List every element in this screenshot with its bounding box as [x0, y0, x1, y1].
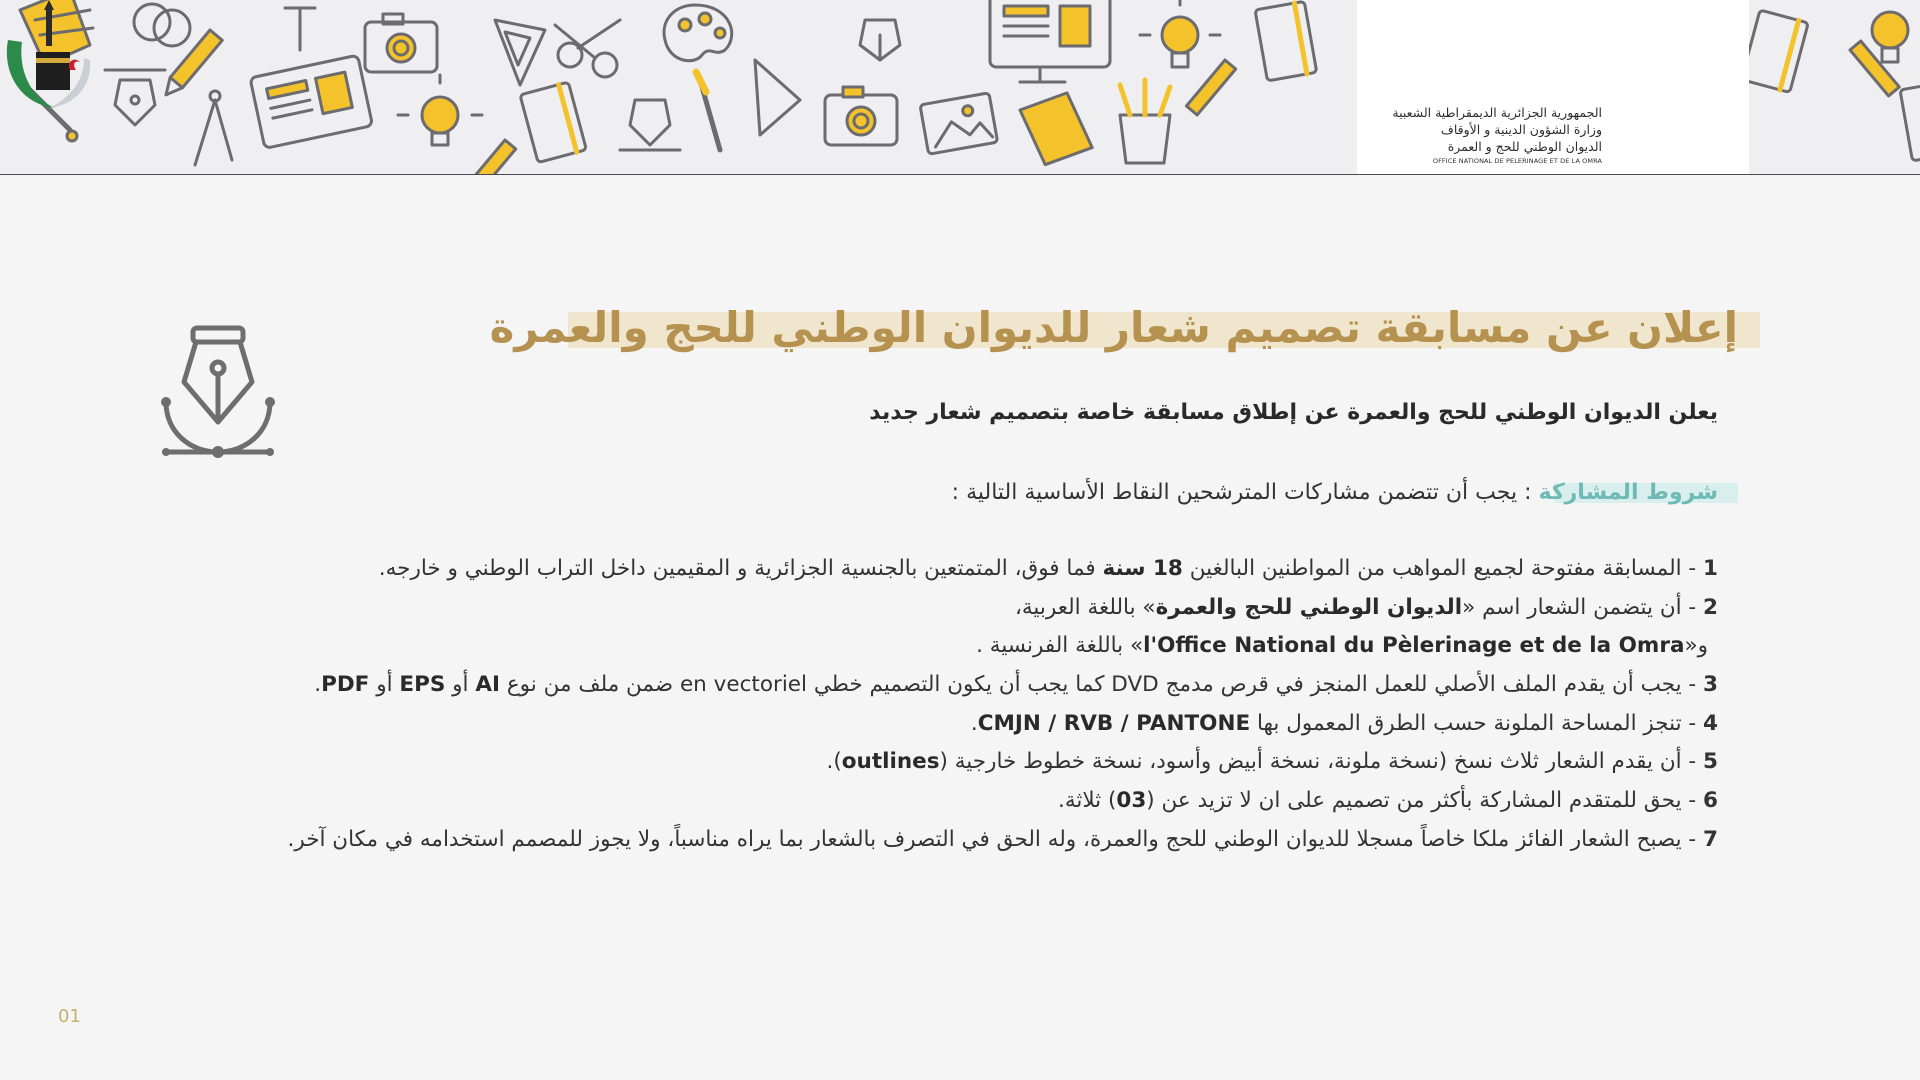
item-bold: الديوان الوطني للحج والعمرة [1155, 594, 1463, 620]
triangle-ruler-icon [495, 20, 545, 85]
list-item [158, 782, 1718, 821]
pen-tool-icon [105, 70, 165, 125]
kaaba-minaret-emblem-icon [0, 0, 100, 112]
item-text: . [314, 672, 322, 698]
pen-tool-icon [160, 322, 280, 462]
pencil-cup-icon [1120, 80, 1170, 163]
notebook-icon [1255, 1, 1317, 81]
item-bold: 03 [1116, 788, 1147, 814]
item-text: - المسابقة مفتوحة لجميع المواهب من المواطنين البالغين [1182, 556, 1704, 581]
org-line-ministry: وزارة الشؤون الدينية و الأوقاف [1440, 122, 1602, 137]
list-item [158, 589, 1718, 628]
color-swatch-icon [1020, 91, 1092, 166]
venn-circles-icon [134, 4, 190, 46]
org-line-office: الديوان الوطني للحج و العمرة [1447, 139, 1602, 154]
item-text: » باللغة العربية، [1014, 594, 1156, 620]
notebook-icon [520, 82, 586, 163]
scissors-icon [555, 20, 620, 77]
pencil-icon [1186, 60, 1235, 115]
item-number: 7 [1703, 826, 1718, 852]
item-text: - يحق للمتقدم المشاركة بأكثر من تصميم على ان لا تزيد عن ( [1146, 788, 1704, 814]
org-line-french: OFFICE NATIONAL DE PELERINAGE ET DE LA OMRA [1432, 157, 1602, 165]
header-banner [0, 0, 1920, 175]
item-bold: PDF [321, 672, 370, 698]
item-number: 2 [1703, 594, 1718, 620]
notebook-icon [1900, 83, 1920, 161]
list-item [158, 821, 1718, 860]
item-text: أو [369, 672, 400, 698]
item-text: - أن يتضمن الشعار اسم « [1462, 594, 1704, 620]
pen-nib-icon [860, 20, 900, 60]
item-number: 3 [1703, 672, 1718, 698]
lightbulb-icon [1872, 12, 1908, 62]
item-text: » باللغة الفرنسية . [976, 633, 1144, 659]
item-bold: EPS [399, 672, 446, 698]
item-text: - يجب أن يقدم الملف الأصلي للعمل المنجز في قرص مدمج DVD كما يجب أن يكون التصميم خطي en vectoriel ضمن ملف من نوع [500, 672, 1704, 698]
monitor-icon [990, 0, 1110, 82]
list-item [158, 550, 1718, 589]
item-bold: AI [475, 672, 501, 698]
conditions-text: : يجب أن تتضمن مشاركات المترشحين النقاط الأساسية التالية : [951, 480, 1539, 505]
conditions-list [158, 550, 1718, 860]
item-text: فما فوق، المتمتعين بالجنسية الجزائرية و المقيمين داخل التراب الوطني و خارجه. [378, 556, 1103, 581]
camera-icon [365, 14, 437, 72]
item-text: . [970, 710, 978, 736]
lightbulb-icon [1140, 0, 1220, 67]
item-text: أو [445, 672, 476, 698]
notebook-icon [1741, 10, 1808, 92]
list-item [158, 743, 1718, 782]
page-title: إعلان عن مسابقة تصميم شعار للديوان الوطني للحج والعمرة [489, 303, 1738, 352]
page-number: 01 [58, 1006, 81, 1027]
item-text: - يصبح الشعار الفائز ملكا خاصاً مسجلا للديوان الوطني للحج والعمرة، وله الحق في التصرف بالشعار بما يراه مناسباً، ولا يجوز للمصمم استخدامه في مكان آخر. [287, 826, 1704, 852]
item-text: ). [826, 749, 842, 775]
conditions-heading [952, 478, 1738, 508]
list-item [158, 666, 1718, 705]
pen-nib-icon [620, 100, 680, 150]
brush-icon [696, 72, 720, 150]
title-block [489, 302, 1738, 352]
pencil-icon [473, 140, 516, 174]
item-bold: outlines [841, 749, 940, 775]
lightbulb-icon [398, 75, 482, 145]
organization-name [1362, 104, 1602, 167]
item-bold: l'Office National du Pèlerinage et de la Omra [1143, 633, 1685, 659]
conditions-label: شروط المشاركة [1538, 480, 1718, 505]
item-bold: CMJN / RVB / PANTONE [977, 710, 1251, 736]
item-text: - تنجز المساحة الملونة حسب الطرق المعمول بها [1250, 710, 1704, 736]
compass-icon [195, 91, 232, 165]
monitor-icon [250, 55, 373, 148]
item-text: ) ثلاثة. [1057, 788, 1117, 814]
announcement-subtitle: يعلن الديوان الوطني للحج والعمرة عن إطلاق مسابقة خاصة بتصميم شعار جديد [869, 400, 1718, 425]
item-number: 5 [1703, 749, 1718, 775]
item-text: و« [1684, 633, 1708, 659]
item-text: - أن يقدم الشعار ثلاث نسخ (نسخة ملونة، نسخة أبيض وأسود، نسخة خطوط خارجية ( [939, 749, 1704, 775]
picture-icon [920, 93, 998, 154]
pencil-icon [160, 30, 222, 100]
item-number: 6 [1703, 788, 1718, 814]
item-number: 1 [1703, 556, 1718, 581]
palette-icon [664, 5, 732, 61]
list-item [158, 705, 1718, 744]
conditions-line [952, 478, 1738, 508]
item-number: 4 [1703, 710, 1718, 736]
t-square-icon [285, 8, 315, 50]
item-bold: 18 سنة [1102, 556, 1183, 581]
camera-icon [825, 87, 897, 145]
triangle-ruler-icon [755, 60, 800, 135]
list-item [158, 627, 1718, 666]
org-line-republic: الجمهورية الجزائرية الديمقراطية الشعبية [1392, 105, 1602, 120]
